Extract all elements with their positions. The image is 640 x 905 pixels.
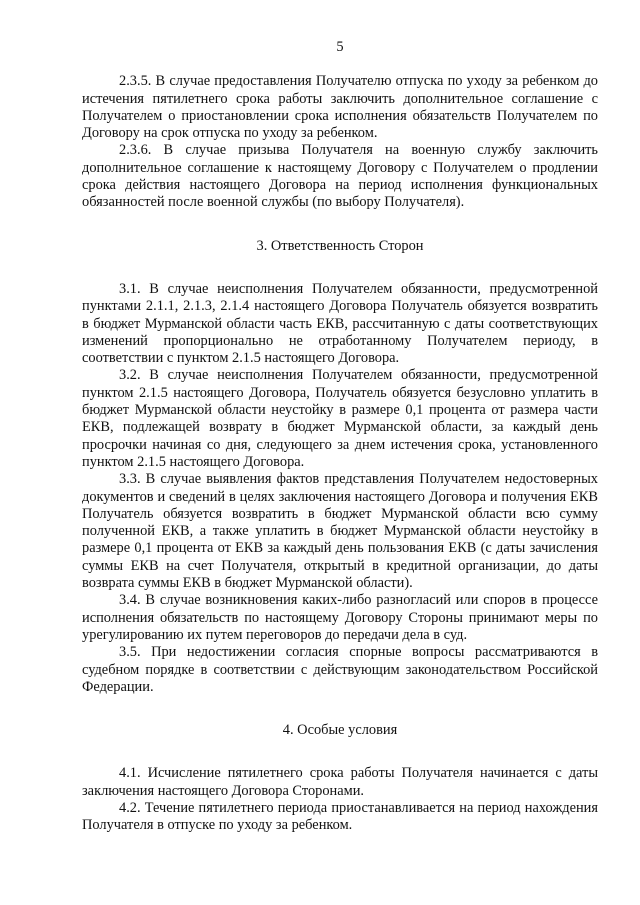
clause-2-3-6: 2.3.6. В случае призыва Получателя на военную службу заключить дополнительное соглашение к настоящему Договору с Получателем о продлении срока действия настоящего Договора на период исполнения функциональных обязанностей после военной службы (по выбору Получателя). bbox=[82, 142, 598, 211]
clause-4-2: 4.2. Течение пятилетнего периода приостанавливается на период нахождения Получателя в отпуске по уходу за ребенком. bbox=[82, 799, 598, 834]
clause-4-1: 4.1. Исчисление пятилетнего срока работы Получателя начинается с даты заключения настоящего Договора Сторонами. bbox=[82, 765, 598, 799]
section-4-heading: 4. Особые условия bbox=[282, 722, 398, 739]
clause-3-4: 3.4. В случае возникновения каких-либо разногласий или споров в процессе исполнения обязательств по настоящему Договору Стороны принимают меры по урегулированию их путем переговоров до передачи дела в суд. bbox=[82, 592, 598, 643]
section-3-heading: 3. Ответственность Сторон bbox=[256, 237, 424, 254]
clause-3-3: 3.3. В случае выявления фактов представления Получателем недостоверных документов и сведений в целях заключения настоящего Договора и получения ЕКВ Получатель обязуется возвратить в бюджет Мурманской области всю сумму полученной ЕКВ, а также уплатить в бюджет Мурманской области неустойку в размере 0,1 процента от ЕКВ за каждый день пользования ЕКВ (с даты зачисления суммы ЕКВ на счет Получателя, открытый в кредитной организации, до даты возврата суммы ЕКВ в бюджет Мурманской области). bbox=[82, 471, 598, 592]
clause-2-3-5: 2.3.5. В случае предоставления Получателю отпуска по уходу за ребенком до истечения пятилетнего срока работы заключить дополнительное соглашение с Получателем о приостановлении срока исполнения обязательств Получателем по Договору на срок отпуска по уходу за ребенком. bbox=[82, 73, 598, 142]
clause-3-5: 3.5. При недостижении согласия спорные вопросы рассматриваются в судебном порядке в соответствии с действующим законодательством Российской Федерации. bbox=[82, 644, 598, 695]
page-number: 5 bbox=[336, 39, 344, 55]
clause-3-1: 3.1. В случае неисполнения Получателем обязанности, предусмотренной пунктами 2.1.1, 2.1.3, 2.1.4 настоящего Договора Получатель обязуется возвратить в бюджет Мурманской области часть ЕКВ, рассчитанную с даты соответствующих изменений пропорционально не отработанному Получателем периоду, в соответствии с пунктом 2.1.5 настоящего Договора. bbox=[82, 280, 598, 367]
clause-3-2: 3.2. В случае неисполнения Получателем обязанности, предусмотренной пунктом 2.1.5 настоящего Договора, Получатель обязуется безусловно уплатить в бюджет Мурманской области неустойку в размере 0,1 процента от размера части ЕКВ, подлежащей возврату в бюджет Мурманской области, за каждый день просрочки начиная со дня, следующего за днем истечения срока, установленного пунктом 2.1.5 настоящего Договора. bbox=[82, 367, 598, 470]
